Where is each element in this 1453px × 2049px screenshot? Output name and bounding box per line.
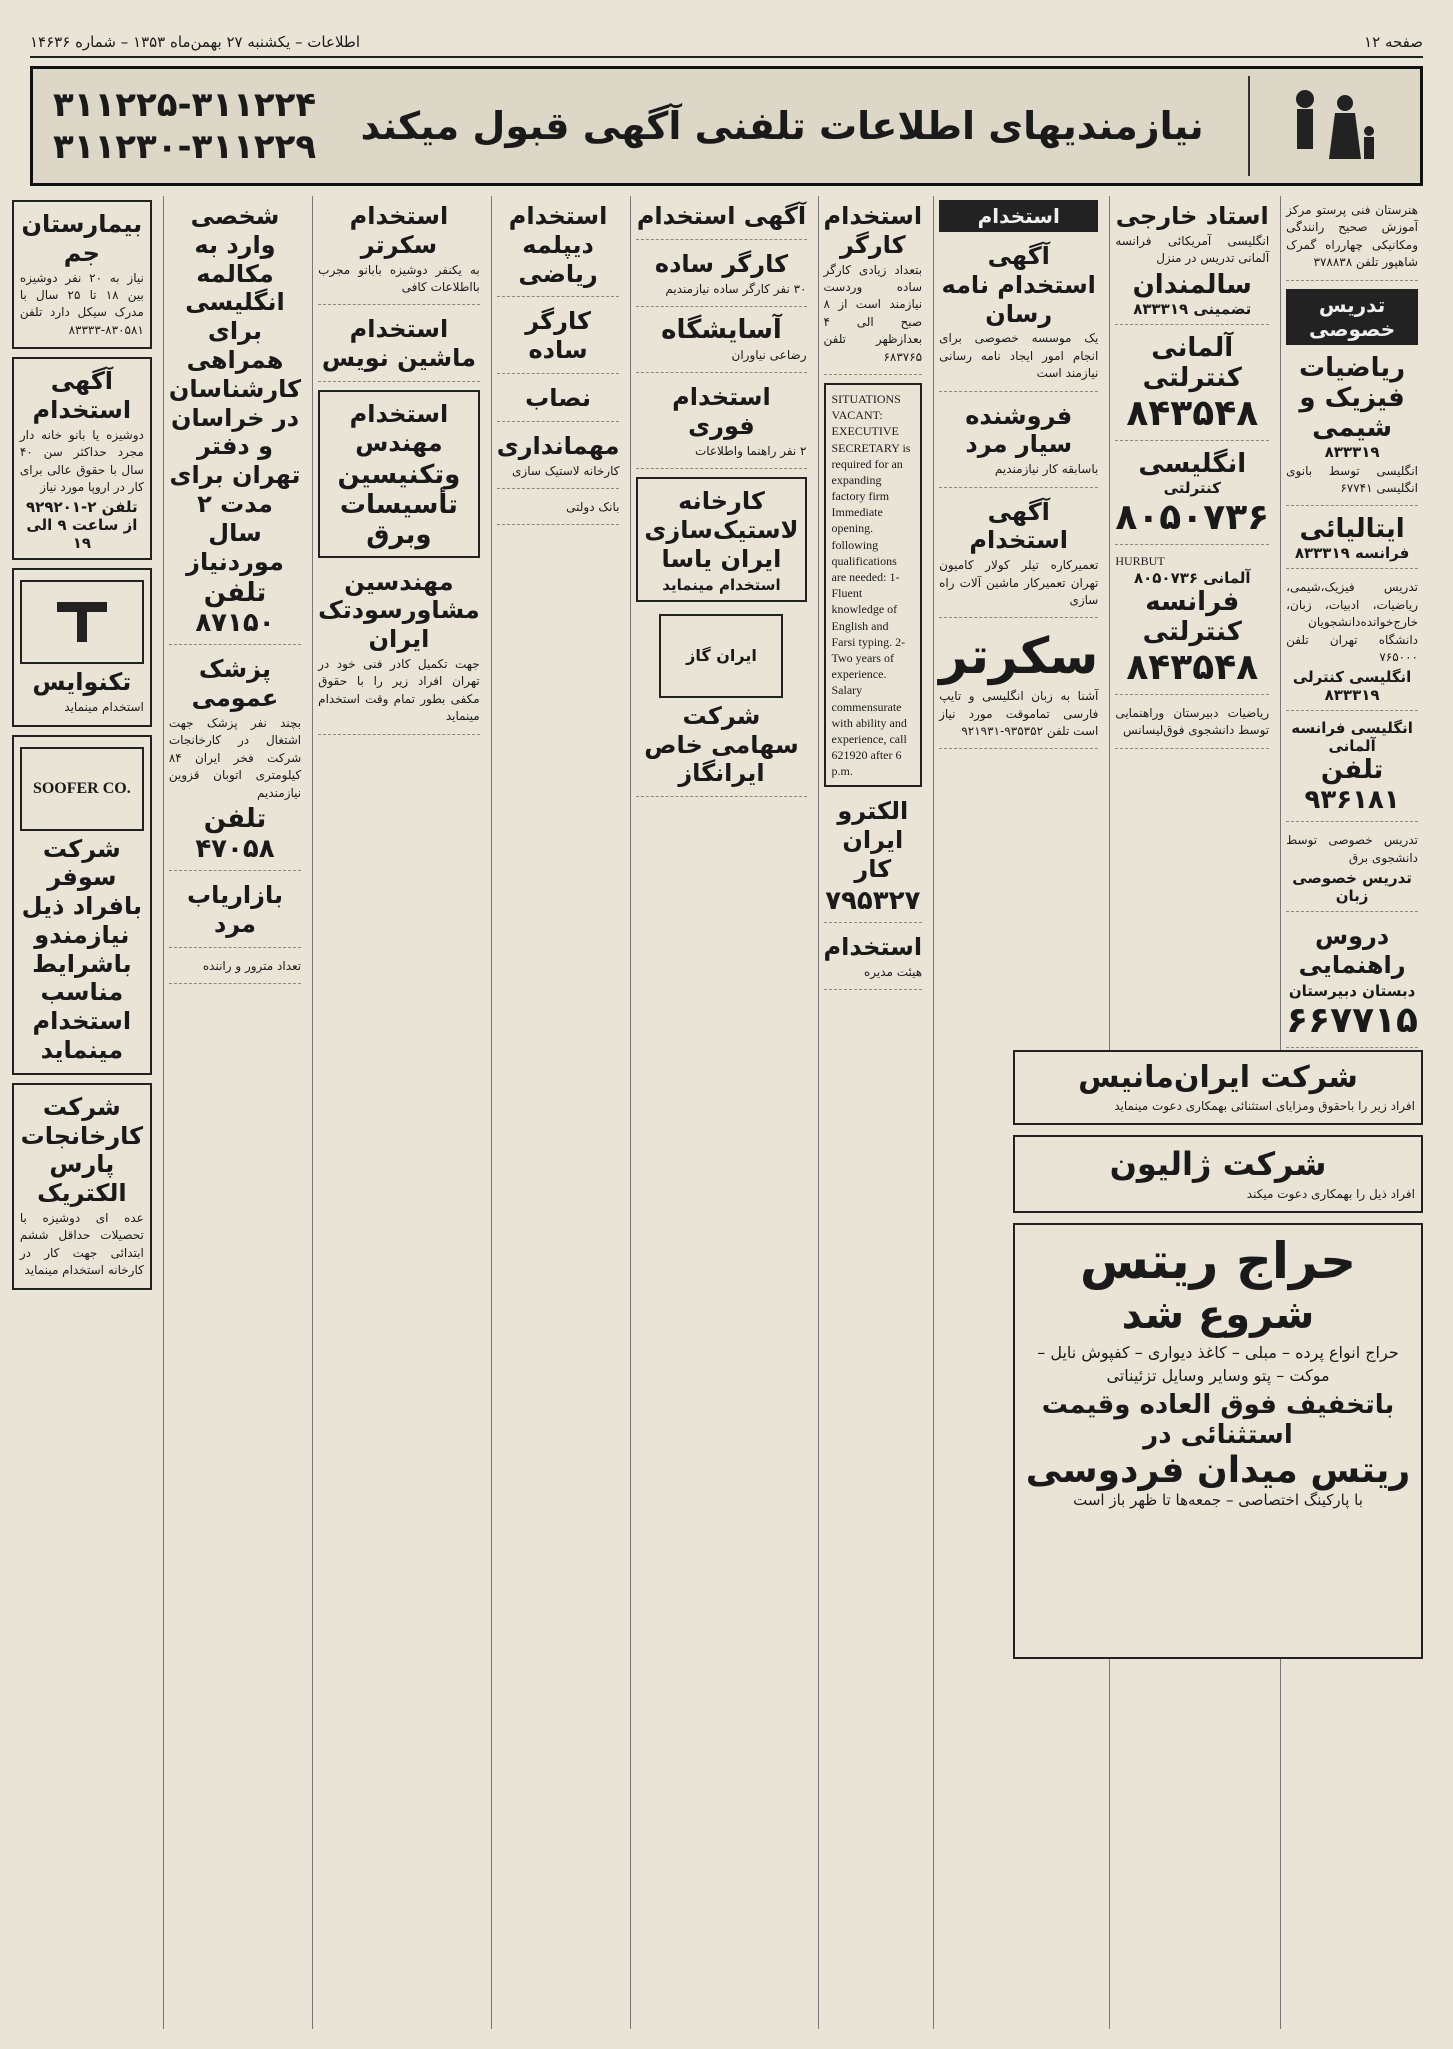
ad-pars [12,1083,152,1290]
ad-shakhsi [169,200,301,645]
ad-tozie [169,956,301,984]
banner-phones-1: ۳۱۱۲۲۵-۳۱۱۲۲۴ [53,85,317,125]
ad-mohandes [318,390,480,558]
ad-nameh-title: آگهی استخدام نامه رسان [941,242,1096,328]
ad-kargar-col6-title: کارگر ساده [525,307,591,365]
ad-tadris2 [1286,577,1418,711]
ad-agahi-col9 [12,357,152,560]
ad-mehmandar [497,430,620,489]
ad-technovis [12,568,152,726]
banner-phones [53,84,316,168]
ad-alarm-text: بانک دولتی [566,499,620,514]
ad-diplom-title: استخدام دیپلمه ریاضی [508,202,608,288]
ad-italian-title: ایتالیائی [1299,514,1405,545]
ad-iran-yasa-sub: استخدام مینماید [662,575,781,594]
ad-iran-gaz-title: شرکت سهامی خاص ایرانگاز [644,701,799,788]
ad-eng-french-title: انگلیسی فرانسه آلمانی [1291,719,1413,756]
ad-kargar-col4-title: استخدام کارگر [823,202,923,259]
ad-math [1286,353,1418,507]
ad-kargar-sadeh-title: کارگر ساده [654,249,789,278]
ad-english-title: انگلیسی [1138,448,1247,479]
ad-english-conv: انگلیسی کنترلی ۸۳۳۳۱۹ [1292,668,1412,705]
ad-sekretar-col7-text: به یکنفر دوشیزه بابانو مجرب بااطلاعات کافی [318,262,480,294]
ad-private-tadris-text: تدریس خصوصی توسط دانشجوی برق [1286,833,1418,865]
column-4 [818,196,928,2029]
ad-german-phone: ۸۴۳۵۴۸ [1126,392,1259,434]
ad-tasab-title: نصاب [525,383,591,412]
ad-sekretar-col3-text: آشنا به زبان انگلیسی و تایپ فارسی تماموقت مورد نیاز است تلفن ۹۳۵۳۵۲-۹۲۱۹۳۱ [939,689,1099,739]
ad-fouri-title: استخدام فوری [672,383,771,441]
ad-hospital-title: بیمارستان جم [21,210,143,267]
ad-technovis-text: استخدام مینماید [64,700,144,715]
ad-french-phone: ۸۴۳۵۴۸ [1126,646,1259,688]
ad-mehmandar-title: مهمانداری [496,431,620,460]
ad-electro [824,795,923,922]
ad-agahi-col3-title: آگهی استخدام [969,497,1069,555]
column-8 [163,196,306,2029]
ad-technovis-title: تکنوایس [32,668,132,697]
ad-tasab [497,382,620,422]
ad-tadris-zaban: تدریس خصوصی زبان [1292,869,1412,906]
page-header [30,28,1423,58]
ad-hurbut [1115,553,1269,695]
ad-ostad-title: استاد خارجی [1115,202,1269,230]
issue-line: اطلاعات – یکشنبه ۲۷ بهمن‌ماه ۱۳۵۳ – شماره ۱۴۶۳۶ [30,33,360,51]
top-banner [30,66,1423,186]
ad-tadris2-text: تدریس فیزیک،شیمی، ریاضیات، ادبیات، زبان، خارج‌خوانده‌دانشجویان دانشگاه تهران تلفن ۷۶۵۰۰۰ [1286,580,1418,664]
column-5 [630,196,811,2029]
ad-moshaver-title: مهندسین مشاورسودتک ایران [318,567,480,654]
ad-motor-title: استخدام ماشین نویس [321,315,477,373]
ad-agahi-col5 [636,200,806,240]
ad-kargar-col6 [497,305,620,374]
ad-math-phone: ۸۳۳۳۱۹ [1324,442,1380,461]
column-6 [491,196,625,2029]
ad-alarm [497,497,620,525]
ad-zalion [1013,1135,1423,1213]
ad-riazi [1115,703,1269,749]
ad-situations-vacant [824,383,923,788]
ad-kargar-col4-text: بتعداد زیادی کارگر ساده وردست نیازمند است از ۸ صبح الی ۴ بعدازظهر تلفن ۶۸۳۷۶۵ [823,262,923,364]
ad-asayeshgah-text: رضاعی نیاوران [731,347,807,362]
ad-hurbut-title: HURBUT [1115,553,1165,568]
ad-iran-yasa-title: کارخانه لاستیک‌سازی ایران یاسا [644,487,799,573]
ad-asayeshgah-title: آسایشگاه [661,314,782,345]
ad-agahi-col5-title: آگهی استخدام [636,202,807,230]
ad-parastoo [1286,200,1418,281]
ad-zalion-title: شرکت ژالیون [1109,1145,1327,1184]
ad-bazaryab [169,879,301,948]
ad-english-phone: ۸۰۵۰۷۳۶ [1115,496,1270,538]
ad-foroushandeh-text: باسابقه کار نیازمندیم [994,462,1099,477]
ad-bazaryab-title: بازاریاب مرد [186,880,283,938]
ad-mohandes-sub2: تأسیسات وبرق [339,489,458,550]
ad-salmandan: سالمندان [1132,269,1252,300]
ad-hospital [12,200,152,349]
ad-motor [318,313,480,382]
soofer-logo: SOOFER CO. [20,747,144,831]
ad-nameh-text: یک موسسه خصوصی برای انجام امور ایجاد نامه رسانی نیازمند است [939,331,1099,381]
ad-mehmandar-text: کارخانه لاستیک سازی [512,463,620,478]
ad-iran-yasa [636,477,806,601]
ad-sekretar-col7 [318,200,480,305]
ad-nameh [939,240,1098,392]
ad-physics-title: فیزیک و شیمی [1299,382,1405,443]
ad-iran-manis-title: شرکت ایران‌مانیس [1078,1060,1358,1095]
ad-iran-manis [1013,1050,1423,1125]
ad-dorous [1286,920,1418,1048]
ad-pezeshk-title: پزشک عمومی [191,655,279,713]
ad-haraj-place: ریتس میدان فردوسی [1025,1449,1411,1491]
ad-moshaver-text: جهت تکمیل کادر فنی خود در تهران افراد زیر را با حقوق مکفی بطور تمام وقت استخدام مینماید [318,656,480,724]
ad-soofer-title: شرکت سوفر بافراد ذیل نیازمندو باشرایط مناسب استخدام مینماید [21,834,142,1065]
page-number: صفحه ۱۲ [1364,33,1423,51]
ad-shakhsi-text: شخصی وارد به مکالمه انگلیسی برای همراهی کارشناسان در خراسان و دفتر تهران برای مدت ۲ سال موردنیاز [168,202,302,576]
ad-situations-text: SITUATIONS VACANT: EXECUTIVE SECRETARY is required for an expanding factory firm Immediate opening. following qualifications are needed: 1-Fluent knowledge of English and Farsi typing. 2-Two years of experience. Salary commensurate with ability and experience, call 621920 after 6 p.m. [831,391,911,779]
ad-italian-phone: فرانسه ۸۳۳۳۱۹ [1294,544,1410,563]
ad-riazi-text: ریاضیات دبیرستان وراهنمایی توسط دانشجوی فوق‌لیسانس [1115,705,1270,738]
ad-pars-text: عده ای دوشیزه با تحصیلات حداقل ششم ابتدائی جهت کار در کارخانه استخدام مینماید [19,1211,144,1278]
ad-agahi-col9-phone: تلفن ۲-۹۲۹۲۰۱ از ساعت ۹ الی ۱۹ [26,498,138,553]
ad-zalion-text: افراد ذیل را بهمکاری دعوت میکند [1246,1186,1415,1201]
family-figure-icon [1248,76,1400,176]
ad-diplom [497,200,620,297]
column-9 [7,196,157,2029]
ad-haraj-title: حراج ریتس [1079,1232,1357,1291]
display-ads-right [1013,1050,1423,1659]
ad-haraj-foot: با پارکینگ اختصاصی – جمعه‌ها تا ظهر باز است [1073,1490,1363,1509]
ad-german [1115,333,1269,441]
ad-parastoo-text: هنرستان فنی پرستو مرکز آموزش صحیح رانندگی ومکانیکی چهارراه گمرک شاهپور تلفن ۳۷۸۸۳۸ [1286,203,1418,270]
ad-math-title: ریاضیات [1299,352,1406,383]
ad-electro-phone: ۷۹۵۳۲۷ [825,885,921,916]
technovis-logo-icon [20,580,144,664]
ad-mohandes-sub: وتکنیسین [337,459,461,490]
ad-iran-gaz [636,610,806,797]
iran-gaz-logo: ایران گاز [659,614,783,698]
ad-pars-title: شرکت کارخانجات پارس الکتریک [20,1092,144,1208]
ad-dorous-phone: ۶۶۷۷۱۵ [1286,999,1418,1041]
ad-foroushandeh-title: فروشنده سیار مرد [965,401,1073,459]
banner-phones-2: ۳۱۱۲۳۰-۳۱۱۲۲۹ [53,127,317,167]
ad-english [1115,449,1269,545]
ad-pezeshk-phone: تلفن ۴۷۰۵۸ [195,803,275,864]
ad-agahi-col9-text: دوشیزه یا بانو خانه دار مجرد حداکثر سن ۴۰ سال با حقوق عالی برای کار در اروپا مورد نیاز [19,427,144,494]
ad-haraj-big: باتخفیف فوق العاده وقیمت استثنائی در [1041,1389,1395,1450]
ad-dorous-title: دروس راهنمایی [1298,922,1406,979]
ad-eng-french-phone: تلفن ۹۳۶۱۸۱ [1304,755,1400,816]
ad-estekhdam-col4-title: استخدام [823,932,923,961]
ad-sekretar-col3 [939,626,1098,749]
ad-sekretar-col3-title: سکرتر [939,627,1099,686]
ad-estekhdam-col4 [824,931,923,990]
ad-fouri [636,381,806,469]
ad-mohandes-title: استخدام مهندس [349,399,449,457]
ad-private-tadris [1286,830,1418,912]
ad-fouri-text: ۲ نفر راهنما واطلاعات [694,443,807,458]
ad-german-title: آلمانی کنترلتی [1142,332,1242,393]
ad-haraj-sub: شروع شد [1121,1292,1315,1339]
ad-eng-french [1286,719,1418,822]
column-7 [312,196,485,2029]
ad-dorous-sub: دبستان دبیرستان [1288,981,1416,1000]
ad-italian [1286,514,1418,569]
ad-tozie-text: تعداد مترور و راننده [202,958,302,973]
ad-kargar-sadeh-text: ۳۰ نفر کارگر ساده نیازمندیم [665,281,807,296]
ad-english-sub: کنترلتی [1163,478,1221,497]
ad-agahi-col9-title: آگهی استخدام [32,367,132,424]
ad-salmandan-phone: تضمینی ۸۳۳۳۱۹ [1133,299,1252,318]
ad-electro-title: الکترو ایران کار [837,797,909,884]
ad-pezeshk-text: بچند نفر پزشک جهت اشتغال در کارخانجات شرکت فخر ایران ۸۴ کیلومتری اتوبان قزوین نیازمندیم [168,715,302,800]
ad-hospital-text: نیاز به ۲۰ نفر دوشیزه بین ۱۸ تا ۲۵ سال با مدرک سیکل دارد تلفن ۸۳۰۵۸۱-۸۳۳۳۳ [19,270,144,337]
ad-french-title: فرانسه کنترلتی [1142,586,1242,647]
section-tadris: تدریس خصوصی [1286,289,1418,345]
ad-sekretar-col7-title: استخدام سکرتر [349,202,449,259]
ad-iran-manis-text: افراد زیر را باحقوق ومزایای استثنائی بهمکاری دعوت مینماید [1114,1099,1415,1113]
section-estekhdam: استخدام [939,200,1098,232]
ad-shakhsi-phone: تلفن ۸۷۱۵۰ [195,578,275,639]
ad-kargar-col4 [824,200,923,375]
ad-asayeshgah [636,315,806,373]
ad-agahi-col3 [939,496,1098,619]
ad-ostad [1115,200,1269,325]
ad-haraj-ritz [1013,1223,1423,1659]
ad-english-line: انگلیسی توسط بانوی انگلیسی ۶۷۷۴۱ [1286,463,1418,495]
banner-title: نیازمندیهای اطلاعات تلفنی آگهی قبول میکند [360,104,1204,148]
ad-foroushandeh [939,400,1098,488]
ad-ostad-text: انگلیسی آمریکائی فرانسه آلمانی تدریس در منزل [1115,233,1270,266]
ad-moshaver [318,566,480,735]
ad-pezeshk [169,653,301,871]
ad-heyat: هیئت مدیره [863,964,923,979]
ad-soofer [12,735,152,1075]
ad-agahi-col3-text: تعمیرکاره تیلر کولار کامیون تهران تعمیرکار ماشین آلات راه سازی [939,558,1099,607]
ad-kargar-sadeh [636,248,806,307]
ad-haraj-text: حراج انواع پرده – مبلی – کاغذ دیواری – کفپوش نایل – موکت – پتو وسایر وسایل تزئیناتی [1037,1343,1399,1386]
ad-german2: آلمانی ۸۰۵۰۷۳۶ [1133,568,1251,587]
